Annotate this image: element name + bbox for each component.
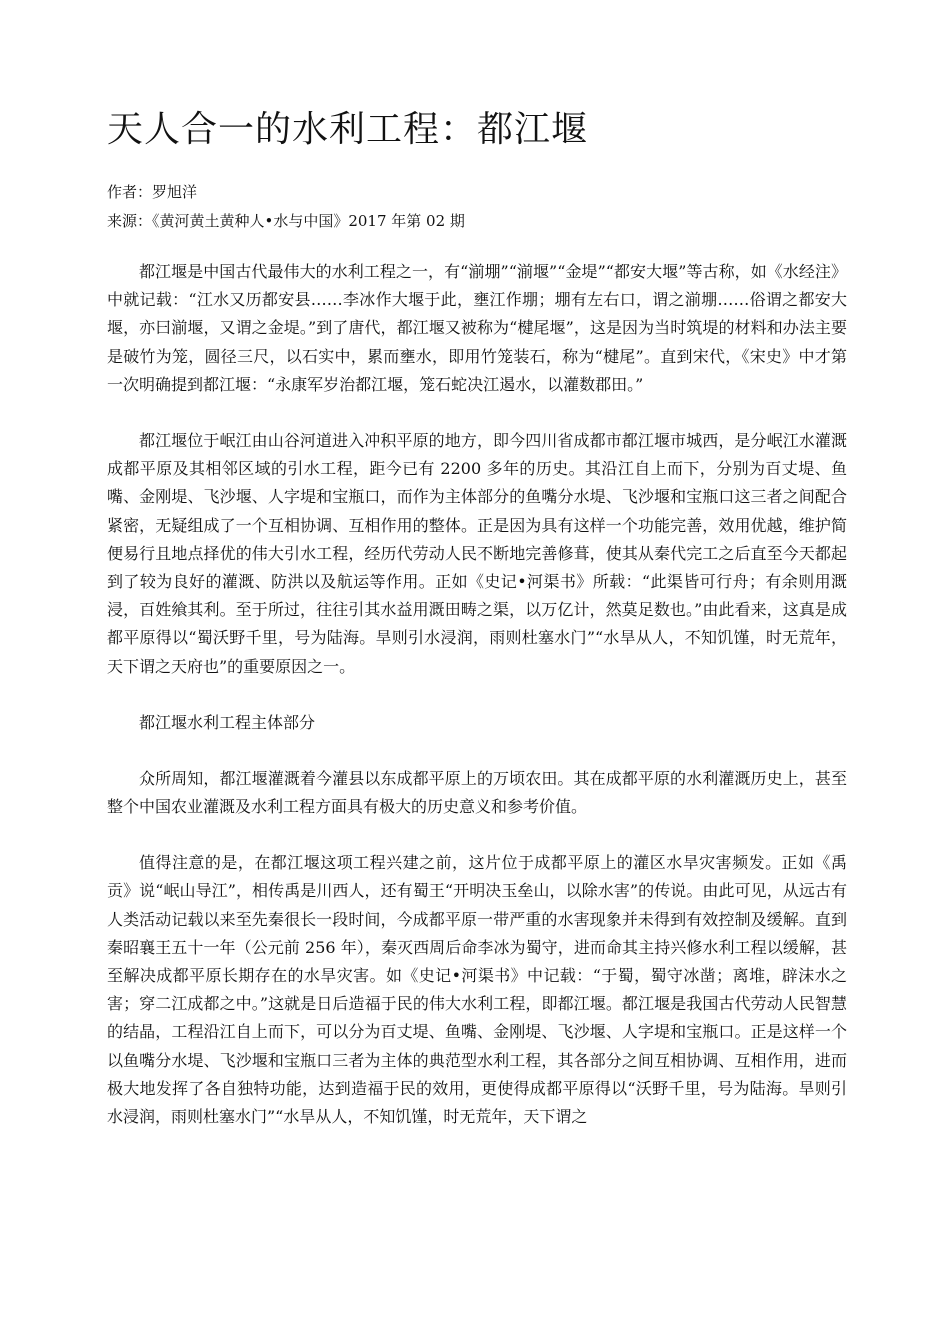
document-page <box>107 104 847 1159</box>
paragraph-2: 都江堰位于岷江由山谷河道进入冲积平原的地方，即今四川省成都市都江堰市城西，是分岷江水灌溉成都平原及其相邻区域的引水工程，距今已有 2200 多年的历史。其沿江自上而下，分别为百丈堤、鱼嘴、金刚堤、飞沙堰、人字堤和宝瓶口，而作为主体部分的鱼嘴分水堤、飞沙堰和宝瓶口这三者之间配合紧密，无疑组成了一个互相协调、互相作用的整体。正是因为具有这样一个功能完善，效用优越，维护简便易行且地点择优的伟大引水工程，经历代劳动人民不断地完善修葺，使其从秦代完工之后直至今天都起到了较为良好的灌溉、防洪以及航运等作用。正如《史记•河渠书》所载：“此渠皆可行舟；有余则用溉浸，百姓飨其利。至于所过，往往引其水益用溉田畴之渠，以万亿计，然莫足数也。”由此看来，这真是成都平原得以“蜀沃野千里，号为陆海。旱则引水浸润，雨则杜塞水门”“水旱从人，不知饥馑，时无荒年，天下谓之天府也”的重要原因之一。 <box>107 431 847 676</box>
author-line: 作者：罗旭洋 <box>107 183 198 201</box>
paragraph-3: 众所周知，都江堰灌溉着今灌县以东成都平原上的万顷农田。其在成都平原的水利灌溉历史上，甚至整个中国农业灌溉及水利工程方面具有极大的历史意义和参考价值。 <box>107 768 847 817</box>
article-title: 天人合一的水利工程：都江堰 <box>107 109 589 150</box>
section-heading: 都江堰水利工程主体部分 <box>139 712 316 732</box>
paragraph-1: 都江堰是中国古代最伟大的水利工程之一，有“湔堋”“湔堰”“金堤”“都安大堰”等古称，如《水经注》中就记载：“江水又历都安县……李冰作大堰于此，壅江作堋；堋有左右口，谓之湔堋……俗谓之都安大堰，亦曰湔堰，又谓之金堤。”到了唐代，都江堰又被称为“楗尾堰”，这是因为当时筑堤的材料和办法主要是破竹为笼，圆径三尺，以石实中，累而壅水，即用竹笼装石，称为“楗尾”。直到宋代，《宋史》中才第一次明确提到都江堰：“永康军岁治都江堰，笼石蛇决江遏水，以灌数郡田。” <box>107 262 847 394</box>
article-meta <box>107 178 847 236</box>
paragraph-4: 值得注意的是，在都江堰这项工程兴建之前，这片位于成都平原上的灌区水旱灾害频发。正如《禹贡》说“岷山导江”，相传禹是川西人，还有蜀王“开明决玉垒山，以除水害”的传说。由此可见，从远古有人类活动记载以来至先秦很长一段时间，今成都平原一带严重的水害现象并未得到有效控制及缓解。直到秦昭襄王五十一年（公元前 256 年），秦灭西周后命李冰为蜀守，进而命其主持兴修水利工程以缓解，甚至解决成都平原长期存在的水旱灾害。如《史记•河渠书》中记载：“于蜀，蜀守冰凿；离堆，辟沫水之害；穿二江成都之中。”这就是日后造福于民的伟大水利工程，即都江堰。都江堰是我国古代劳动人民智慧的结晶，工程沿江自上而下，可以分为百丈堤、鱼嘴、金刚堤、飞沙堰、人字堤和宝瓶口。正是这样一个以鱼嘴分水堤、飞沙堰和宝瓶口三者为主体的典范型水利工程，其各部分之间互相协调、互相作用，进而极大地发挥了各自独特功能，达到造福于民的效用，更使得成都平原得以“沃野千里，号为陆海。旱则引水浸润，雨则杜塞水门”“水旱从人，不知饥馑，时无荒年，天下谓之 <box>107 853 847 1127</box>
source-line: 来源：《黄河黄土黄种人•水与中国》2017 年第 02 期 <box>107 212 465 230</box>
